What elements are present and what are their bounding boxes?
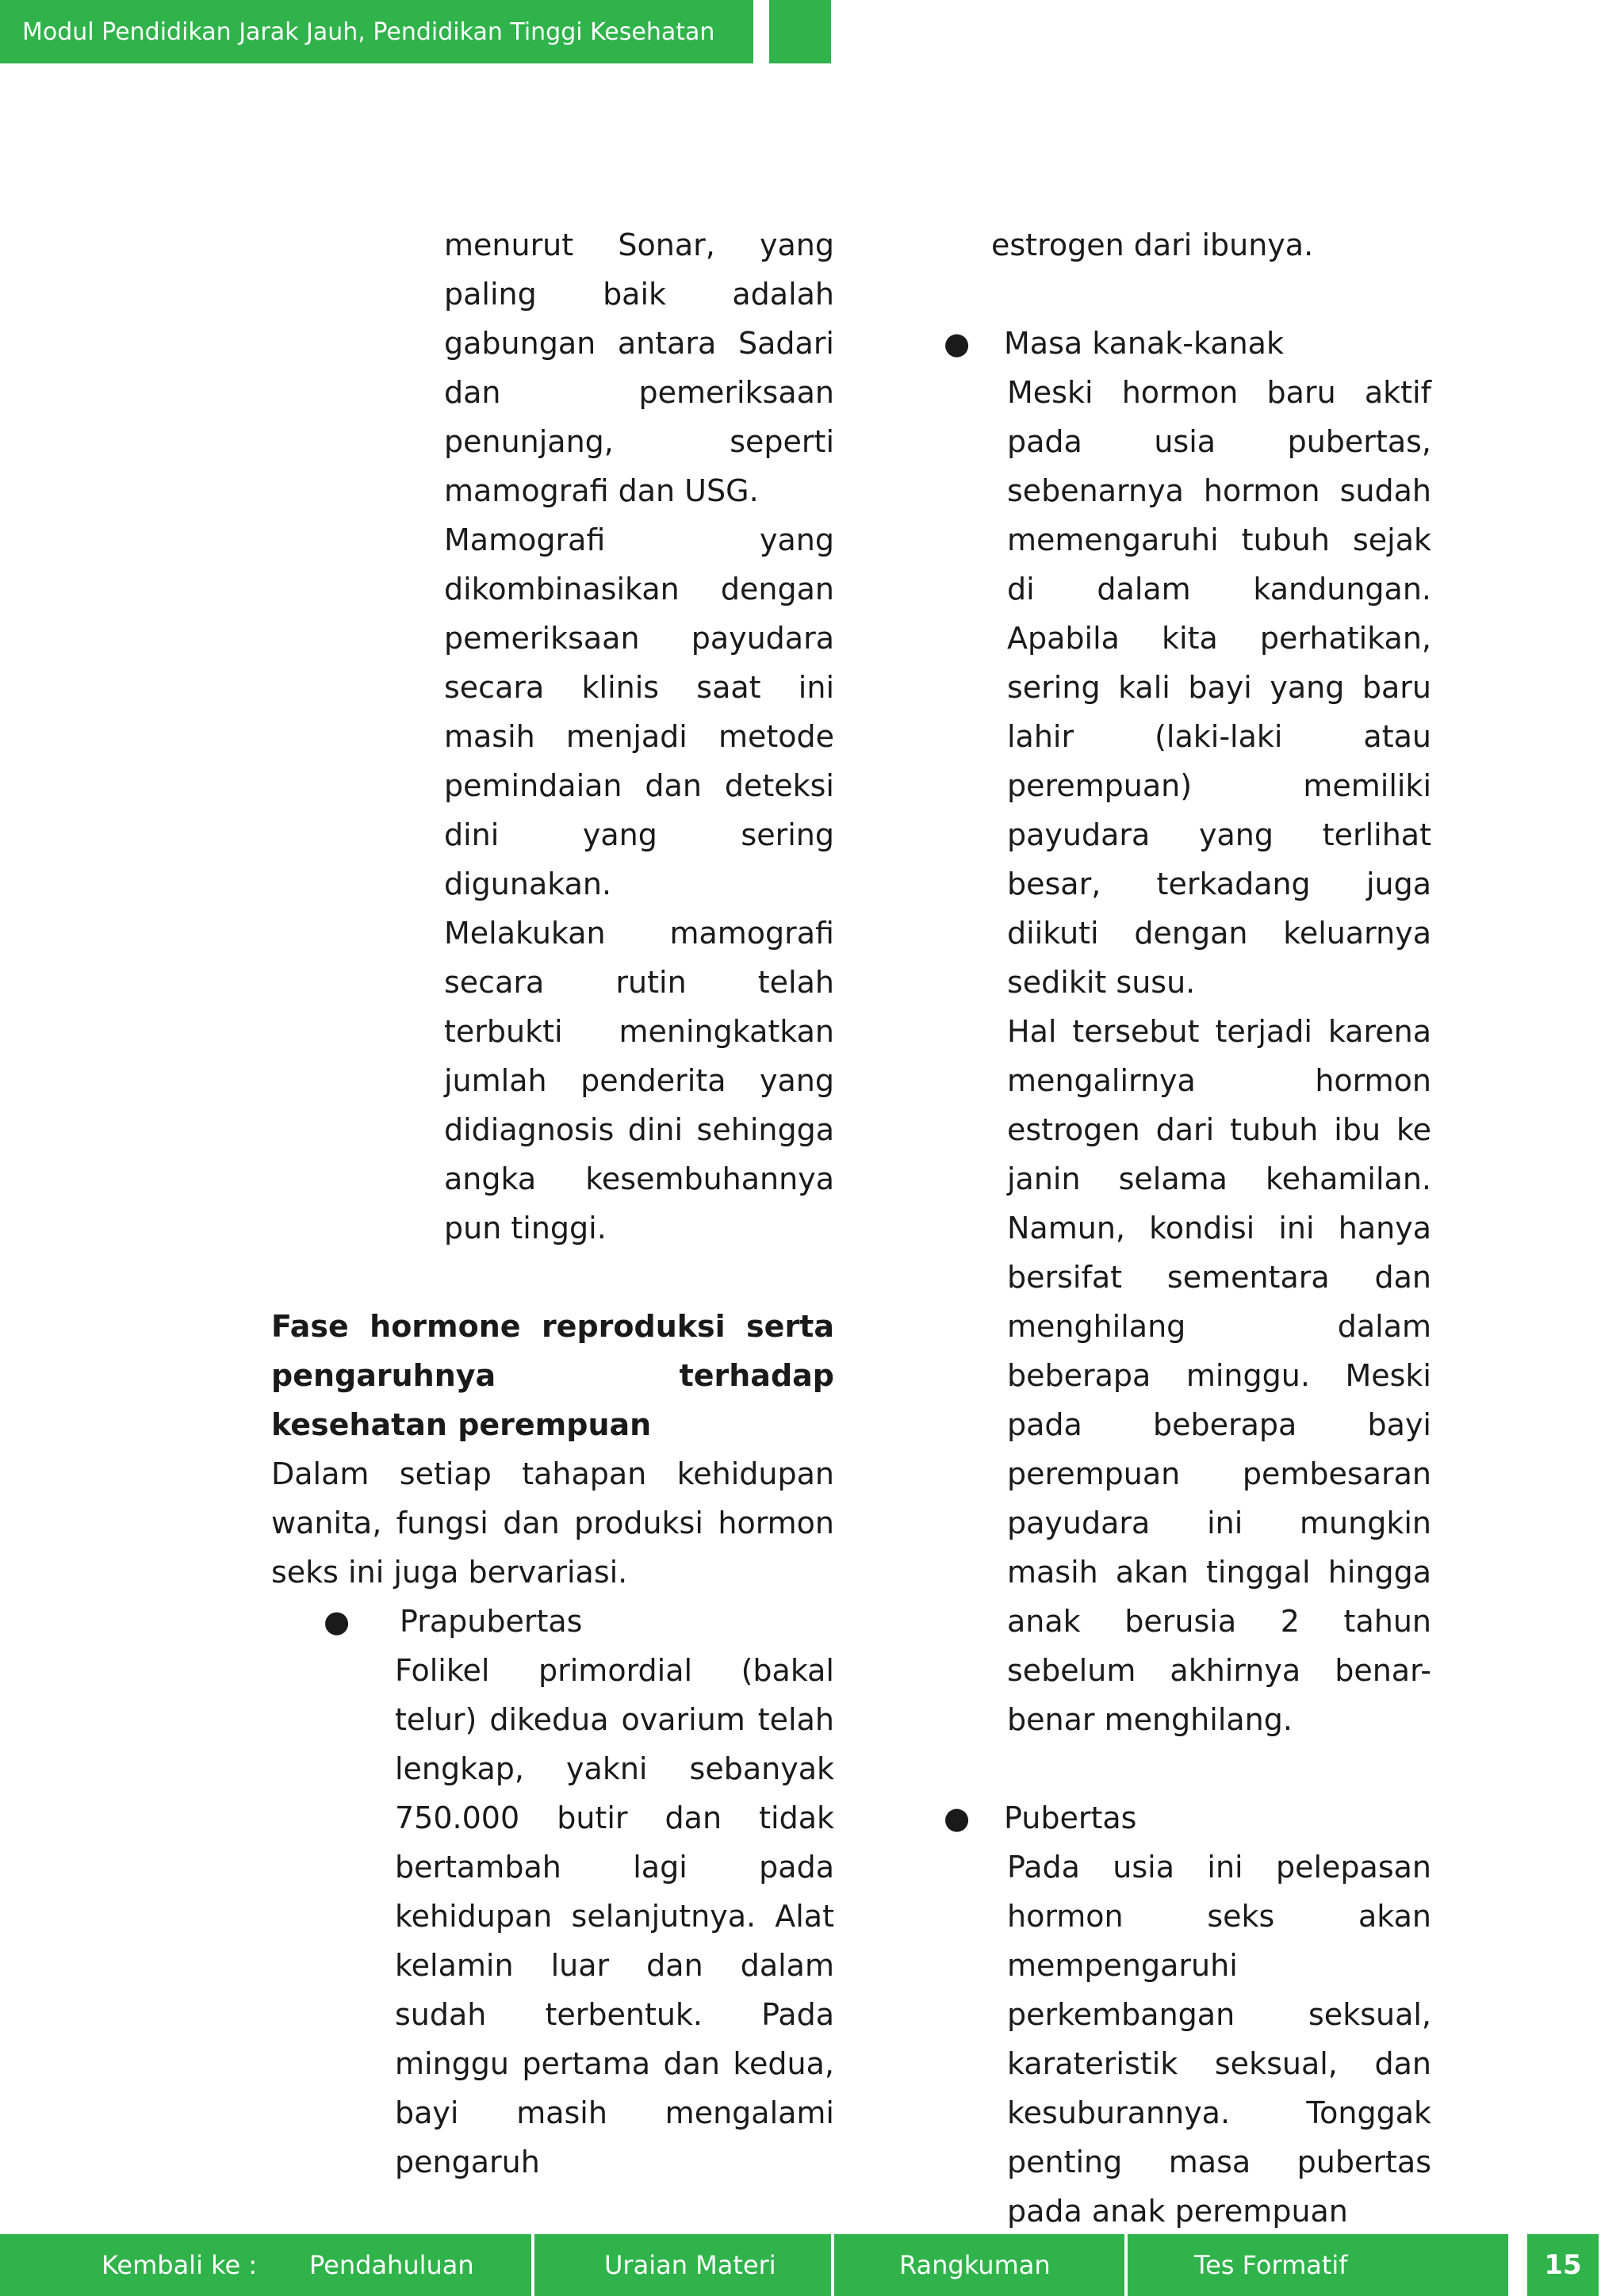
back-label: Kembali ke :	[102, 2250, 258, 2280]
left-column	[271, 220, 834, 2187]
paragraph: estrogen dari ibunya.	[991, 228, 1314, 262]
divider	[531, 2234, 534, 2296]
bullet-icon: ●	[324, 1604, 350, 1639]
header-bar	[0, 0, 753, 63]
footer-nav	[0, 2234, 1624, 2296]
paragraph: Mamografi yang dikombinasikan dengan pemeriksaan payudara secara klinis saat ini masih menjadi metode pemindaian dan deteksi dini yang sering digunakan.	[444, 522, 834, 901]
list-item-label: Prapubertas	[400, 1604, 583, 1639]
paragraph: Dalam setiap tahapan kehidupan wanita, fungsi dan produksi hormon seks ini juga bervariasi.	[271, 1456, 834, 1590]
paragraph: Meski hormon baru aktif pada usia pubertas, sebenarnya hormon sudah memengaruhi tubuh sejak di dalam kandungan. Apabila kita perhatikan, sering kali bayi yang baru lahir (laki-laki atau perempuan) memiliki payudara yang terlihat besar, terkadang juga diikuti dengan keluarnya sedikit susu.	[1007, 375, 1431, 1000]
page-number-text: 15	[1544, 2249, 1582, 2281]
list-item	[944, 319, 1431, 368]
paragraph: Hal tersebut terjadi karena mengalirnya hormon estrogen dari tubuh ibu ke janin selama kehamilan. Namun, kondisi ini hanya bersifat sementara dan menghilang dalam beberapa minggu. Meski pada beberapa bayi perempuan pembesaran payudara ini mungkin masih akan tinggal hingga anak berusia 2 tahun sebelum akhirnya benar-benar menghilang.	[1007, 1014, 1431, 1737]
bullet-icon: ●	[944, 1800, 971, 1835]
paragraph: menurut Sonar, yang paling baik adalah gabungan antara Sadari dan pemeriksaan penunjang, seperti mamografi dan USG.	[444, 228, 834, 508]
header-title: Modul Pendidikan Jarak Jauh, Pendidikan Tinggi Kesehatan	[22, 17, 715, 46]
nav-link-tes-formatif[interactable]: Tes Formatif	[1194, 2250, 1348, 2280]
nav-link-rangkuman[interactable]: Rangkuman	[899, 2250, 1051, 2280]
nav-link-uraian-materi[interactable]: Uraian Materi	[604, 2250, 776, 2280]
list-item	[944, 1793, 1431, 1843]
divider	[831, 2234, 834, 2296]
list-item-label: Pubertas	[1004, 1800, 1137, 1835]
paragraph: Folikel primordial (bakal telur) dikedua ovarium telah lengkap, yakni sebanyak 750.000 butir dan tidak bertambah lagi pada kehidupan selanjutnya. Alat kelamin luar dan dalam sudah terbentuk. Pada minggu pertama dan kedua, bayi masih mengalami pengaruh	[395, 1653, 834, 2179]
list-item	[271, 1597, 834, 1646]
divider	[1124, 2234, 1128, 2296]
page-number	[1527, 2234, 1599, 2296]
right-column	[944, 220, 1431, 2236]
nav-link-pendahuluan[interactable]: Pendahuluan	[309, 2250, 474, 2280]
paragraph: Pada usia ini pelepasan hormon seks akan mempengaruhi perkembangan seksual, karateristik seksual, dan kesuburannya. Tonggak penting masa pubertas pada anak perempuan	[1007, 1850, 1431, 2229]
header-accent-block	[769, 0, 831, 63]
paragraph: Melakukan mamografi secara rutin telah terbukti meningkatkan jumlah penderita yang didiagnosis dini sehingga angka kesembuhannya pun tinggi.	[444, 916, 834, 1246]
list-item-label: Masa kanak-kanak	[1004, 326, 1284, 361]
bullet-icon: ●	[944, 326, 971, 361]
section-heading: Fase hormone reproduksi serta pengaruhnya terhadap kesehatan perempuan	[271, 1309, 834, 1442]
